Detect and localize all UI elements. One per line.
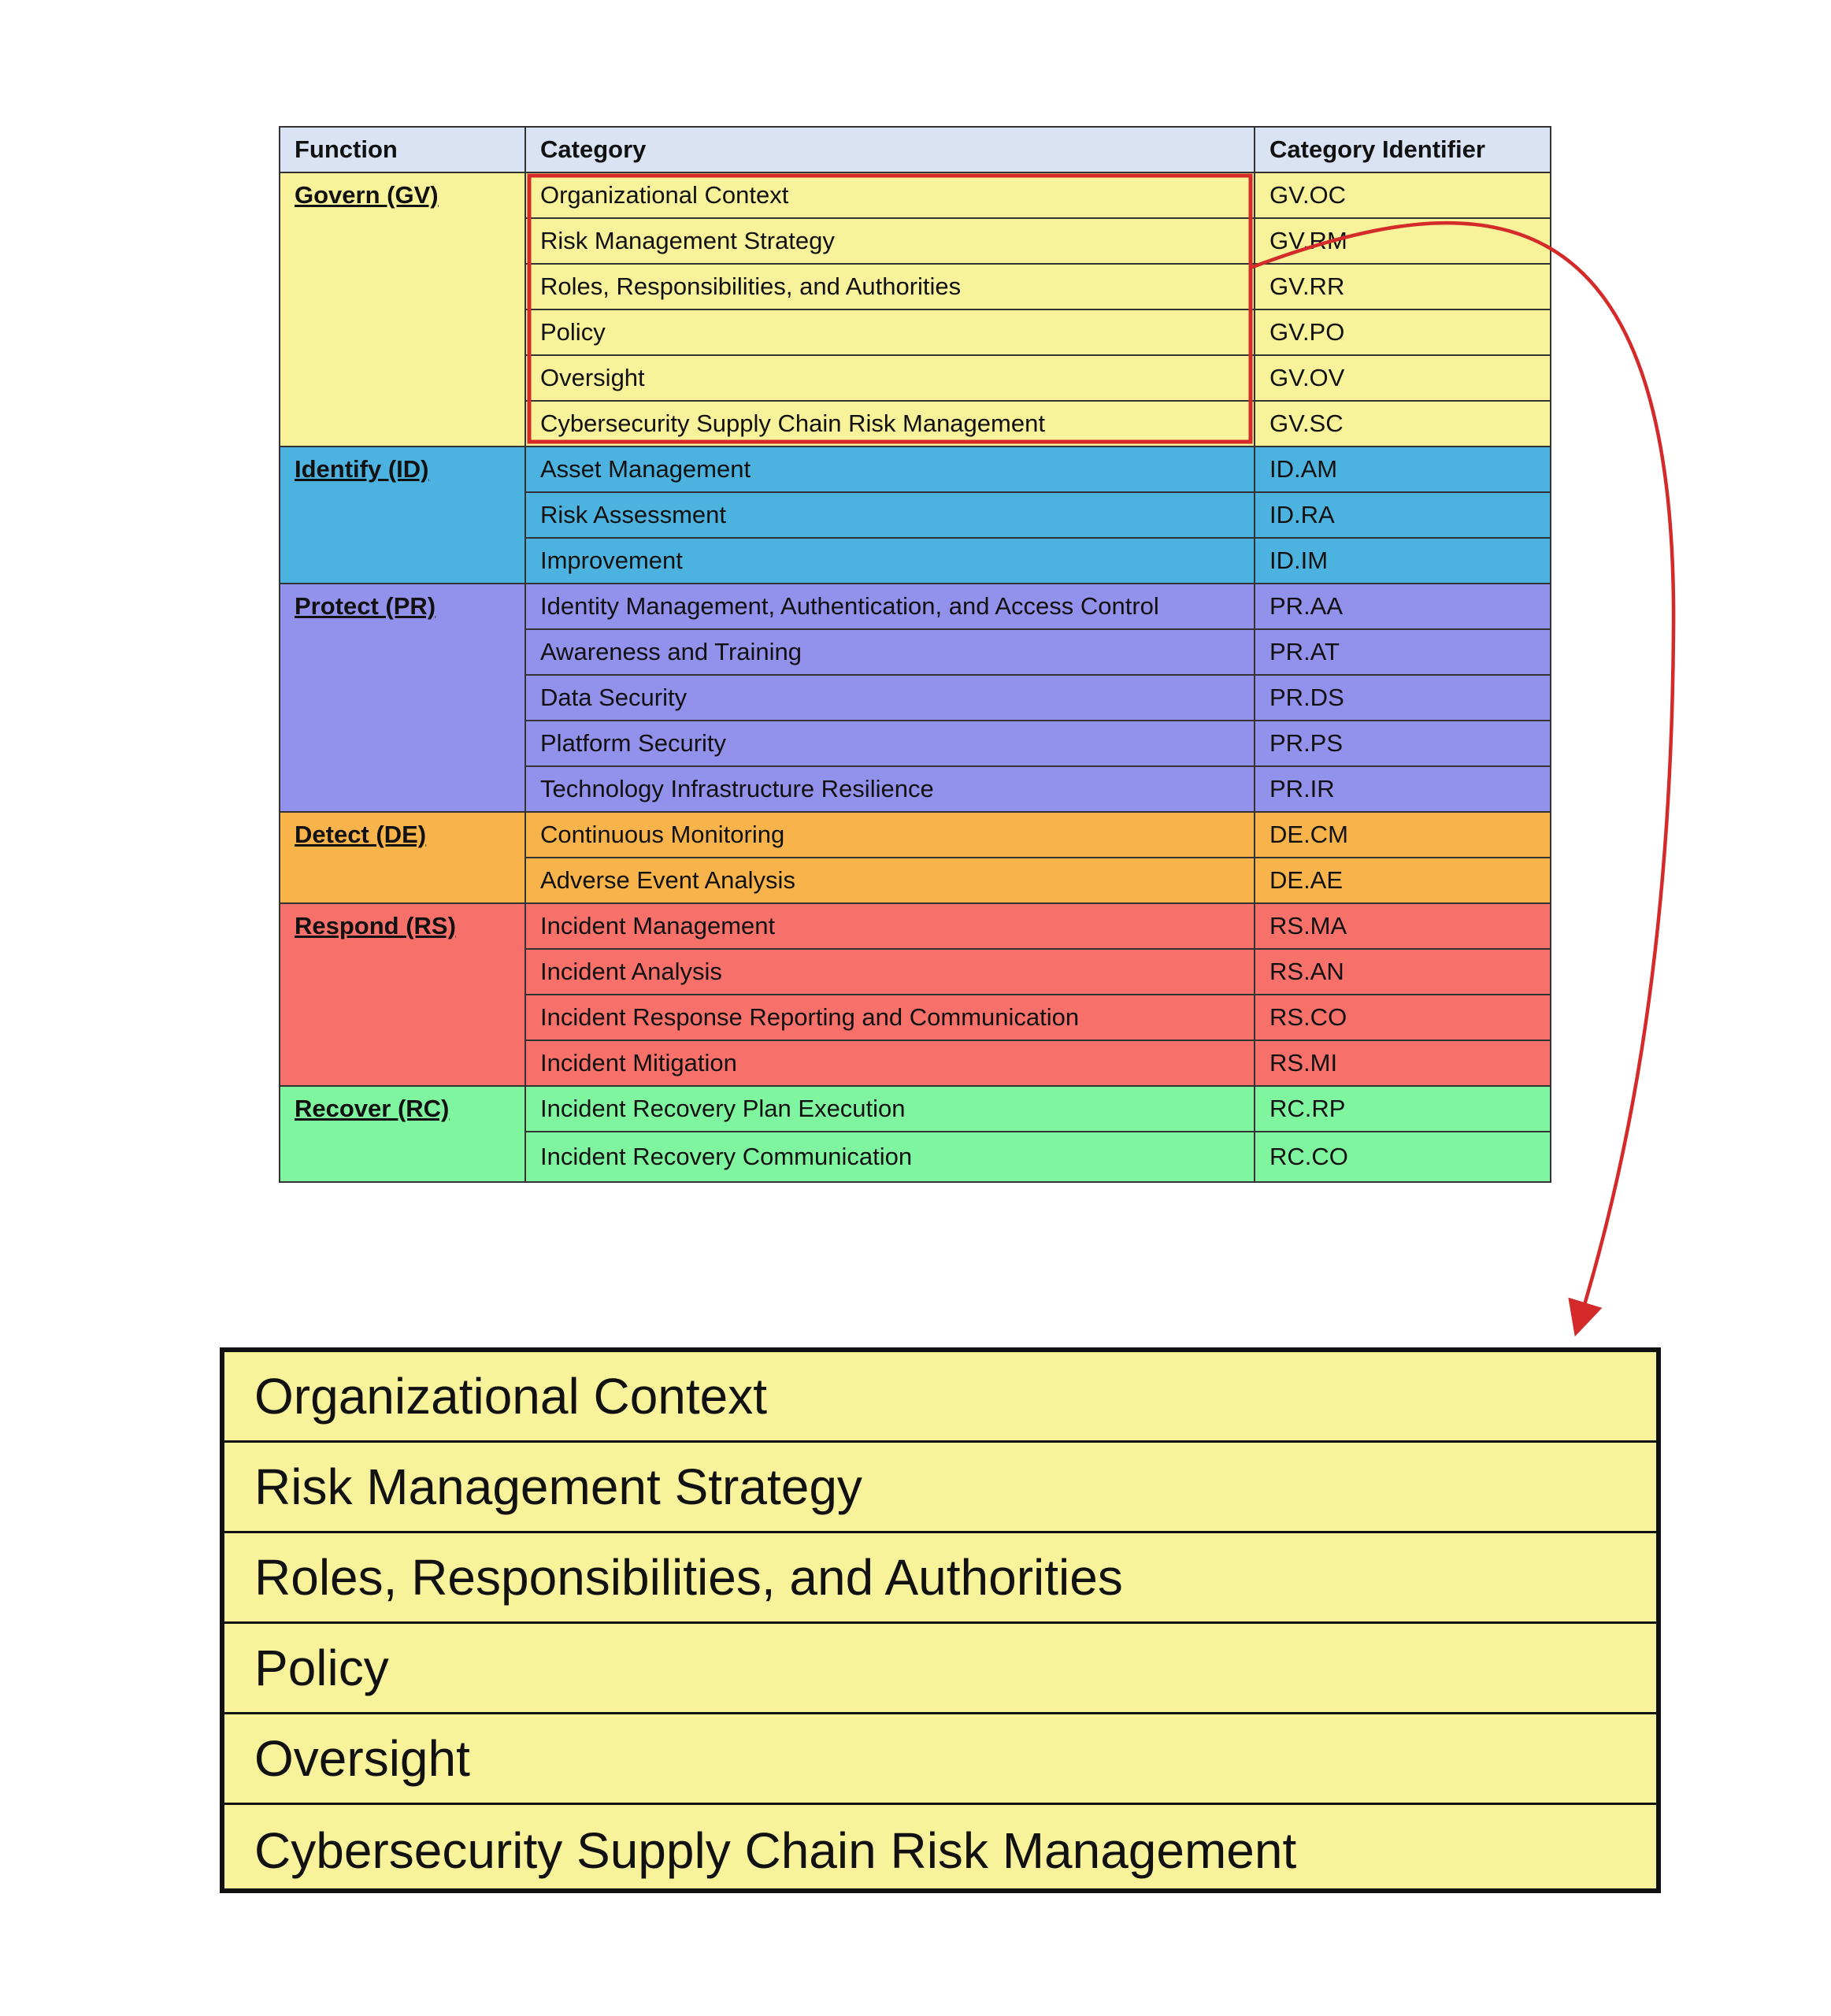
category-cell: Roles, Responsibilities, and Authorities bbox=[525, 264, 1255, 309]
function-cell: Detect (DE) bbox=[280, 812, 525, 903]
category-cell: Platform Security bbox=[525, 721, 1255, 766]
category-identifier-cell: RS.MI bbox=[1255, 1040, 1551, 1086]
category-cell: Risk Assessment bbox=[525, 492, 1255, 538]
category-cell: Identity Management, Authentication, and Access Control bbox=[525, 584, 1255, 629]
function-cell: Identify (ID) bbox=[280, 447, 525, 584]
category-identifier-cell: DE.AE bbox=[1255, 858, 1551, 903]
category-cell: Improvement bbox=[525, 538, 1255, 584]
category-identifier-cell: PR.PS bbox=[1255, 721, 1551, 766]
function-cell: Protect (PR) bbox=[280, 584, 525, 812]
category-cell: Risk Management Strategy bbox=[525, 218, 1255, 264]
function-cell: Recover (RC) bbox=[280, 1086, 525, 1182]
category-identifier-cell: GV.OV bbox=[1255, 355, 1551, 401]
category-cell: Adverse Event Analysis bbox=[525, 858, 1255, 903]
category-cell: Policy bbox=[525, 309, 1255, 355]
zoom-category-row: Organizational Context bbox=[224, 1352, 1656, 1443]
category-identifier-cell: ID.IM bbox=[1255, 538, 1551, 584]
category-identifier-cell: DE.CM bbox=[1255, 812, 1551, 858]
zoom-category-row: Risk Management Strategy bbox=[224, 1443, 1656, 1533]
header-function: Function bbox=[280, 127, 525, 172]
function-cell: Respond (RS) bbox=[280, 903, 525, 1086]
category-cell: Cybersecurity Supply Chain Risk Management bbox=[525, 401, 1255, 447]
category-identifier-cell: GV.SC bbox=[1255, 401, 1551, 447]
category-cell: Awareness and Training bbox=[525, 629, 1255, 675]
category-cell: Incident Management bbox=[525, 903, 1255, 949]
header-category: Category bbox=[525, 127, 1255, 172]
category-identifier-cell: ID.RA bbox=[1255, 492, 1551, 538]
category-identifier-cell: PR.IR bbox=[1255, 766, 1551, 812]
category-cell: Continuous Monitoring bbox=[525, 812, 1255, 858]
category-cell: Incident Response Reporting and Communication bbox=[525, 995, 1255, 1040]
zoom-category-row: Oversight bbox=[224, 1714, 1656, 1805]
category-identifier-cell: RC.CO bbox=[1255, 1132, 1551, 1182]
table-row bbox=[280, 172, 1551, 218]
category-cell: Organizational Context bbox=[525, 172, 1255, 218]
table-row bbox=[280, 812, 1551, 858]
govern-categories-zoom-panel bbox=[220, 1347, 1661, 1893]
category-identifier-cell: PR.AA bbox=[1255, 584, 1551, 629]
category-identifier-cell: PR.AT bbox=[1255, 629, 1551, 675]
category-identifier-cell: GV.RM bbox=[1255, 218, 1551, 264]
category-cell: Incident Analysis bbox=[525, 949, 1255, 995]
table-header-row bbox=[280, 127, 1551, 172]
category-cell: Asset Management bbox=[525, 447, 1255, 492]
category-identifier-cell: ID.AM bbox=[1255, 447, 1551, 492]
category-identifier-cell: GV.OC bbox=[1255, 172, 1551, 218]
category-identifier-cell: RS.MA bbox=[1255, 903, 1551, 949]
csf-category-table bbox=[279, 126, 1551, 1183]
category-cell: Incident Mitigation bbox=[525, 1040, 1255, 1086]
category-cell: Incident Recovery Communication bbox=[525, 1132, 1255, 1182]
category-cell: Data Security bbox=[525, 675, 1255, 721]
table-row bbox=[280, 447, 1551, 492]
zoom-category-row: Roles, Responsibilities, and Authorities bbox=[224, 1533, 1656, 1624]
table-row bbox=[280, 1086, 1551, 1132]
table-row bbox=[280, 584, 1551, 629]
category-identifier-cell: RC.RP bbox=[1255, 1086, 1551, 1132]
category-identifier-cell: GV.RR bbox=[1255, 264, 1551, 309]
category-cell: Incident Recovery Plan Execution bbox=[525, 1086, 1255, 1132]
function-cell: Govern (GV) bbox=[280, 172, 525, 447]
category-cell: Technology Infrastructure Resilience bbox=[525, 766, 1255, 812]
category-identifier-cell: RS.AN bbox=[1255, 949, 1551, 995]
zoom-category-row: Cybersecurity Supply Chain Risk Management bbox=[254, 1821, 1297, 1879]
table-row bbox=[280, 903, 1551, 949]
table-body bbox=[280, 172, 1551, 1182]
category-identifier-cell: RS.CO bbox=[1255, 995, 1551, 1040]
category-identifier-cell: GV.PO bbox=[1255, 309, 1551, 355]
header-category-identifier: Category Identifier bbox=[1255, 127, 1551, 172]
zoom-category-row: Policy bbox=[224, 1624, 1656, 1714]
category-cell: Oversight bbox=[525, 355, 1255, 401]
category-identifier-cell: PR.DS bbox=[1255, 675, 1551, 721]
